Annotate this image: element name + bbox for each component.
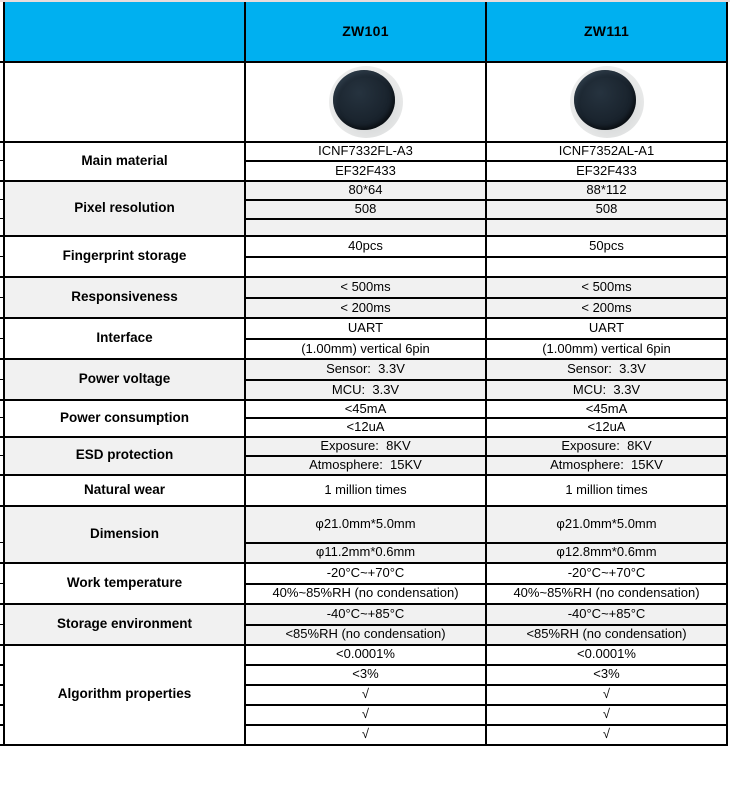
spec-row-power-consumption [4,400,727,418]
row-label-power-consumption: Power consumption [4,400,245,437]
spec-cell-pixel-resolution-zw111: 88*112 [486,181,727,200]
column-header-zw101: ZW101 [245,2,486,62]
row-label-power-voltage: Power voltage [4,359,245,400]
spec-comparison-table [3,2,728,746]
fingerprint-sensor-image [329,66,403,138]
spec-cell-pixel-resolution-zw101: 80*64 [245,181,486,200]
gridline-stub [0,180,3,182]
spec-row-main-material [4,142,727,161]
spec-cell-dimension-zw101: φ21.0mm*5.0mm [245,506,486,543]
gridline-stub [0,664,3,666]
spec-cell-power-voltage-zw111: MCU: 3.3V [486,380,727,400]
spec-cell-power-consumption-zw101: <45mA [245,400,486,418]
spec-cell-algorithm-properties-zw101: √ [245,725,486,745]
spec-cell-storage-environment-zw111: <85%RH (no condensation) [486,625,727,645]
gridline-stub [0,474,3,476]
gridline-stub [0,744,3,746]
spec-cell-algorithm-properties-zw111: √ [486,685,727,705]
spec-row-natural-wear [4,475,727,506]
gridline-stub [0,603,3,605]
row-label-pixel-resolution: Pixel resolution [4,181,245,236]
spec-cell-esd-protection-zw101: Atmosphere: 15KV [245,456,486,475]
row-label-fingerprint-storage: Fingerprint storage [4,236,245,277]
spec-row-interface [4,318,727,339]
spec-row-pixel-resolution [4,181,727,200]
row-label-storage-environment: Storage environment [4,604,245,645]
spec-cell-pixel-resolution-zw111 [486,219,727,236]
gridline-stub [0,724,3,726]
row-label-responsiveness: Responsiveness [4,277,245,318]
spec-row-power-voltage [4,359,727,380]
gridline-stub [0,235,3,237]
sensor-dark-surface-icon [333,70,395,130]
spec-row-fingerprint-storage [4,236,727,257]
spec-cell-fingerprint-storage-zw111 [486,257,727,277]
gridline-stub [0,276,3,278]
row-label-algorithm-properties: Algorithm properties [4,645,245,745]
sensor-dark-surface-icon [574,70,636,130]
spec-cell-pixel-resolution-zw101 [245,219,486,236]
spec-cell-algorithm-properties-zw101: <0.0001% [245,645,486,665]
spec-cell-interface-zw111: UART [486,318,727,339]
row-label-esd-protection: ESD protection [4,437,245,475]
row-label-natural-wear: Natural wear [4,475,245,506]
spec-row-dimension [4,506,727,543]
spec-cell-work-temperature-zw111: 40%~85%RH (no condensation) [486,584,727,604]
spec-cell-power-voltage-zw101: MCU: 3.3V [245,380,486,400]
product-photo-cell-zw101 [245,62,486,142]
spec-cell-algorithm-properties-zw101: √ [245,685,486,705]
gridline-stub [0,256,3,257]
gridline-stub [0,542,3,543]
spec-cell-main-material-zw101: EF32F433 [245,161,486,181]
spec-cell-work-temperature-zw101: -20°C~+70°C [245,563,486,584]
gridline-stub [0,436,3,438]
gridline-stub [0,379,3,380]
spec-row-storage-environment [4,604,727,625]
spec-cell-interface-zw101: (1.00mm) vertical 6pin [245,339,486,359]
gridline-stub [0,61,3,63]
gridline-stub [0,160,3,161]
spec-cell-natural-wear-zw111: 1 million times [486,475,727,506]
spec-row-work-temperature [4,563,727,584]
spec-cell-algorithm-properties-zw101: √ [245,705,486,725]
row-label-main-material: Main material [4,142,245,181]
spec-cell-interface-zw111: (1.00mm) vertical 6pin [486,339,727,359]
spec-cell-power-consumption-zw101: <12uA [245,418,486,436]
gridline-stub [0,583,3,584]
spec-cell-dimension-zw111: φ12.8mm*0.6mm [486,543,727,563]
image-row-blank-cell [4,62,245,142]
gridline-stub [0,624,3,625]
gridline-stub [0,684,3,686]
gridline-stub [0,141,3,143]
spec-cell-esd-protection-zw101: Exposure: 8KV [245,437,486,456]
spec-cell-main-material-zw111: EF32F433 [486,161,727,181]
spec-cell-fingerprint-storage-zw111: 50pcs [486,236,727,257]
product-image-row [4,62,727,142]
spec-cell-algorithm-properties-zw111: √ [486,725,727,745]
table-header-row [4,2,727,62]
spec-cell-work-temperature-zw111: -20°C~+70°C [486,563,727,584]
spec-cell-storage-environment-zw101: -40°C~+85°C [245,604,486,625]
gridline-stub [0,218,3,219]
gridline-stub [0,317,3,319]
gridline-stub [0,338,3,339]
spec-cell-algorithm-properties-zw101: <3% [245,665,486,685]
spec-cell-responsiveness-zw111: < 500ms [486,277,727,298]
spec-cell-power-consumption-zw111: <12uA [486,418,727,436]
row-label-work-temperature: Work temperature [4,563,245,604]
product-photo-cell-zw111 [486,62,727,142]
row-label-dimension: Dimension [4,506,245,563]
gridline-stub [0,505,3,507]
gridline-stub [0,199,3,200]
spec-cell-interface-zw101: UART [245,318,486,339]
spec-cell-pixel-resolution-zw111: 508 [486,200,727,219]
spec-row-responsiveness [4,277,727,298]
spec-cell-responsiveness-zw101: < 500ms [245,277,486,298]
spec-cell-responsiveness-zw101: < 200ms [245,298,486,318]
spec-cell-pixel-resolution-zw101: 508 [245,200,486,219]
spec-cell-natural-wear-zw101: 1 million times [245,475,486,506]
spec-cell-algorithm-properties-zw111: <3% [486,665,727,685]
spec-cell-storage-environment-zw111: -40°C~+85°C [486,604,727,625]
gridline-stub [0,297,3,298]
spec-cell-storage-environment-zw101: <85%RH (no condensation) [245,625,486,645]
fingerprint-sensor-image [570,66,644,138]
spec-cell-fingerprint-storage-zw101 [245,257,486,277]
spec-cell-main-material-zw111: ICNF7352AL-A1 [486,142,727,161]
gridline-stub [0,704,3,706]
gridline-stub [0,455,3,456]
spec-cell-power-voltage-zw111: Sensor: 3.3V [486,359,727,380]
spec-row-algorithm-properties [4,645,727,665]
spec-cell-esd-protection-zw111: Atmosphere: 15KV [486,456,727,475]
gridline-stub [0,644,3,646]
spec-cell-main-material-zw101: ICNF7332FL-A3 [245,142,486,161]
gridline-stub [0,417,3,418]
gridline-stub [0,358,3,360]
spec-cell-esd-protection-zw111: Exposure: 8KV [486,437,727,456]
header-cell-blank [4,2,245,62]
spec-cell-responsiveness-zw111: < 200ms [486,298,727,318]
gridline-stub [0,399,3,401]
spec-cell-algorithm-properties-zw111: <0.0001% [486,645,727,665]
spec-cell-dimension-zw101: φ11.2mm*0.6mm [245,543,486,563]
spec-cell-algorithm-properties-zw111: √ [486,705,727,725]
spec-cell-fingerprint-storage-zw101: 40pcs [245,236,486,257]
gridline-stub [0,562,3,564]
spec-cell-power-voltage-zw101: Sensor: 3.3V [245,359,486,380]
column-header-zw111: ZW111 [486,2,727,62]
spec-cell-work-temperature-zw101: 40%~85%RH (no condensation) [245,584,486,604]
spec-cell-dimension-zw111: φ21.0mm*5.0mm [486,506,727,543]
spec-cell-power-consumption-zw111: <45mA [486,400,727,418]
row-label-interface: Interface [4,318,245,359]
spec-row-esd-protection [4,437,727,456]
